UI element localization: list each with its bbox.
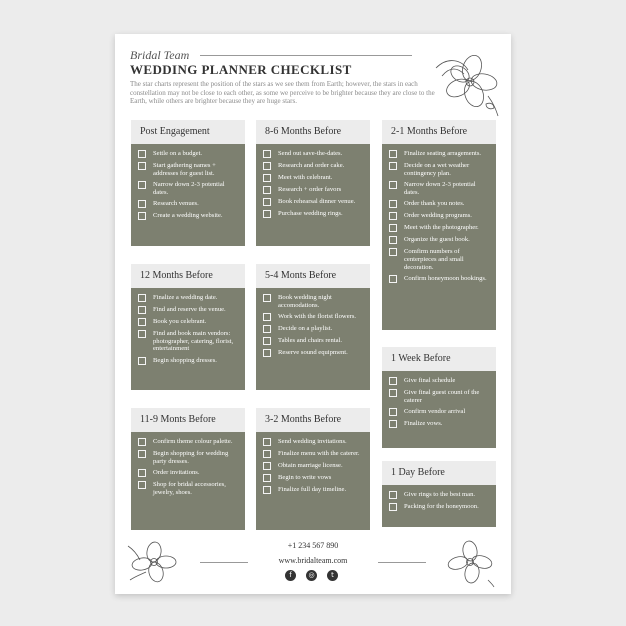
- card-title: 1 Day Before: [382, 461, 496, 485]
- checklist-item: Confirm vendor arrival: [382, 406, 496, 418]
- checklist-item: Finalize vows.: [382, 418, 496, 430]
- checklist-item: Packing for the honeymoon.: [382, 501, 496, 513]
- checkbox[interactable]: [138, 469, 146, 477]
- checkbox[interactable]: [389, 236, 397, 244]
- checklist-item: Decide on a wet weather contingency plan.: [382, 160, 496, 179]
- checkbox[interactable]: [263, 486, 271, 494]
- checkbox[interactable]: [389, 224, 397, 232]
- checkbox[interactable]: [263, 462, 271, 470]
- checklist-item: Research + order favors: [256, 184, 370, 196]
- checkbox[interactable]: [263, 210, 271, 218]
- checkbox[interactable]: [263, 349, 271, 357]
- page-title: WEDDING PLANNER CHECKLIST: [130, 62, 352, 77]
- card-title: 11-9 Monts Before: [131, 408, 245, 432]
- checkbox[interactable]: [138, 200, 146, 208]
- checklist-item: Work with the florist flowers.: [256, 311, 370, 323]
- card-title: Post Engagement: [131, 120, 245, 144]
- checklist-item: Confirm theme colour palette.: [131, 436, 245, 448]
- page-subtitle: The star charts represent the position of the stars as we see them from Earth; however, the stars in each constellation may not be close to each other, as some we perceive to be brighter because they are close to the Earth, while others are brighter because they are huge stars.: [130, 80, 435, 105]
- footer-divider-right: [378, 562, 426, 563]
- checklist-item: Give final schedule: [382, 375, 496, 387]
- brand-name: Bridal Team: [130, 48, 190, 62]
- checklist-item: Shop for bridal accessories, jewelry, shoes.: [131, 479, 245, 498]
- checklist-item: Find and reserve the venue.: [131, 304, 245, 316]
- checklist-item: Order invitations.: [131, 467, 245, 479]
- checkbox[interactable]: [138, 330, 146, 338]
- checklist-item: Obtain marriage license.: [256, 460, 370, 472]
- card-title: 1 Week Before: [382, 347, 496, 371]
- checkbox[interactable]: [389, 200, 397, 208]
- instagram-icon[interactable]: ◎: [306, 570, 317, 581]
- checklist-item: Organize the guest book.: [382, 234, 496, 246]
- checklist-item: Finalize full day timeline.: [256, 484, 370, 496]
- checkbox[interactable]: [263, 438, 271, 446]
- checklist-item: Narrow down 2-3 potential dates.: [382, 179, 496, 198]
- checklist-item: Meet with the photographer.: [382, 222, 496, 234]
- checklist-card-2-1-months: [382, 120, 496, 330]
- checkbox[interactable]: [138, 150, 146, 158]
- checkbox[interactable]: [389, 420, 397, 428]
- checkbox[interactable]: [389, 181, 397, 189]
- checklist-item: Purchase wedding rings.: [256, 208, 370, 220]
- checklist-item: Send out save-the-dates.: [256, 148, 370, 160]
- checklist-item: Find and book main vendors: photographer, catering, florist, entertainment: [131, 328, 245, 355]
- checkbox[interactable]: [138, 294, 146, 302]
- checkbox[interactable]: [389, 503, 397, 511]
- checkbox[interactable]: [389, 275, 397, 283]
- twitter-icon[interactable]: t: [327, 570, 338, 581]
- card-title: 8-6 Months Before: [256, 120, 370, 144]
- checklist-card-1-week: [382, 347, 496, 448]
- checklist-card-11-9-months: [131, 408, 245, 530]
- checkbox[interactable]: [263, 294, 271, 302]
- checklist-card-3-2-months: [256, 408, 370, 530]
- checkbox[interactable]: [389, 389, 397, 397]
- checklist-item: Research and order cake.: [256, 160, 370, 172]
- card-title: 3-2 Months Before: [256, 408, 370, 432]
- checkbox[interactable]: [389, 162, 397, 170]
- checkbox[interactable]: [138, 306, 146, 314]
- checklist-item: Start gathering names + addresses for guest list.: [131, 160, 245, 179]
- checklist-item: Reserve sound equipment.: [256, 347, 370, 359]
- checkbox[interactable]: [389, 212, 397, 220]
- brand-divider: [200, 55, 412, 56]
- checkbox[interactable]: [263, 150, 271, 158]
- checklist-item: Confirm honeymoon bookings.: [382, 273, 496, 285]
- card-title: 2-1 Months Before: [382, 120, 496, 144]
- checkbox[interactable]: [263, 198, 271, 206]
- checkbox[interactable]: [389, 377, 397, 385]
- checklist-item: Begin to write vows: [256, 472, 370, 484]
- checkbox[interactable]: [138, 162, 146, 170]
- checklist-item: Book wedding night accomodations.: [256, 292, 370, 311]
- checkbox[interactable]: [263, 474, 271, 482]
- checkbox[interactable]: [263, 162, 271, 170]
- checklist-item: Order thank you notes.: [382, 198, 496, 210]
- checkbox[interactable]: [389, 248, 397, 256]
- checkbox[interactable]: [138, 181, 146, 189]
- checkbox[interactable]: [389, 150, 397, 158]
- checklist-item: Book rehearsal dinner venue.: [256, 196, 370, 208]
- checkbox[interactable]: [138, 212, 146, 220]
- checklist-item: Tables and chairs rental.: [256, 335, 370, 347]
- checklist-item: Decide on a playlist.: [256, 323, 370, 335]
- footer-website[interactable]: www.bridalteam.com: [278, 556, 348, 565]
- checklist-item: Finalize seating arragements.: [382, 148, 496, 160]
- checklist-card-5-4-months: [256, 264, 370, 390]
- checklist-card-post-engagement: [131, 120, 245, 246]
- checklist-item: Begin shopping for wedding party dresses.: [131, 448, 245, 467]
- card-title: 5-4 Monts Before: [256, 264, 370, 288]
- checklist-item: Give rings to the best man.: [382, 489, 496, 501]
- card-title: 12 Months Before: [131, 264, 245, 288]
- checklist-item: Send wedding invitations.: [256, 436, 370, 448]
- checklist-item: Begin shopping dresses.: [131, 355, 245, 367]
- flower-illustration-bottom-left: [124, 540, 182, 586]
- checkbox[interactable]: [263, 325, 271, 333]
- checklist-card-1-day: [382, 461, 496, 527]
- checkbox[interactable]: [138, 438, 146, 446]
- checklist-item: Settle on a budget.: [131, 148, 245, 160]
- checklist-item: Meet with celebrant.: [256, 172, 370, 184]
- checklist-item: Book you celebrant.: [131, 316, 245, 328]
- checklist-item: Research venues.: [131, 198, 245, 210]
- checklist-card-12-months: [131, 264, 245, 390]
- footer-phone: +1 234 567 890: [287, 541, 339, 550]
- checklist-card-8-6-months: [256, 120, 370, 246]
- checkbox[interactable]: [263, 450, 271, 458]
- checklist-item: Comfirm numbers of centerpieces and small decoration.: [382, 246, 496, 273]
- checklist-item: Narrow down 2-3 potential dates.: [131, 179, 245, 198]
- checkbox[interactable]: [263, 174, 271, 182]
- checkbox[interactable]: [138, 481, 146, 489]
- footer-divider-left: [200, 562, 248, 563]
- checklist-item: Finalize menu with the caterer.: [256, 448, 370, 460]
- checkbox[interactable]: [263, 186, 271, 194]
- flower-illustration-bottom-right: [444, 540, 496, 588]
- checklist-item: Order wedding programs.: [382, 210, 496, 222]
- checklist-item: Give final guest count of the caterer: [382, 387, 496, 406]
- checklist-item: Finalize a wedding date.: [131, 292, 245, 304]
- checkbox[interactable]: [389, 408, 397, 416]
- checkbox[interactable]: [138, 357, 146, 365]
- checkbox[interactable]: [263, 337, 271, 345]
- checkbox[interactable]: [263, 313, 271, 321]
- checkbox[interactable]: [138, 318, 146, 326]
- flower-illustration-top: [428, 46, 500, 118]
- checkbox[interactable]: [138, 450, 146, 458]
- facebook-icon[interactable]: f: [285, 570, 296, 581]
- checkbox[interactable]: [389, 491, 397, 499]
- checklist-item: Create a wedding website.: [131, 210, 245, 222]
